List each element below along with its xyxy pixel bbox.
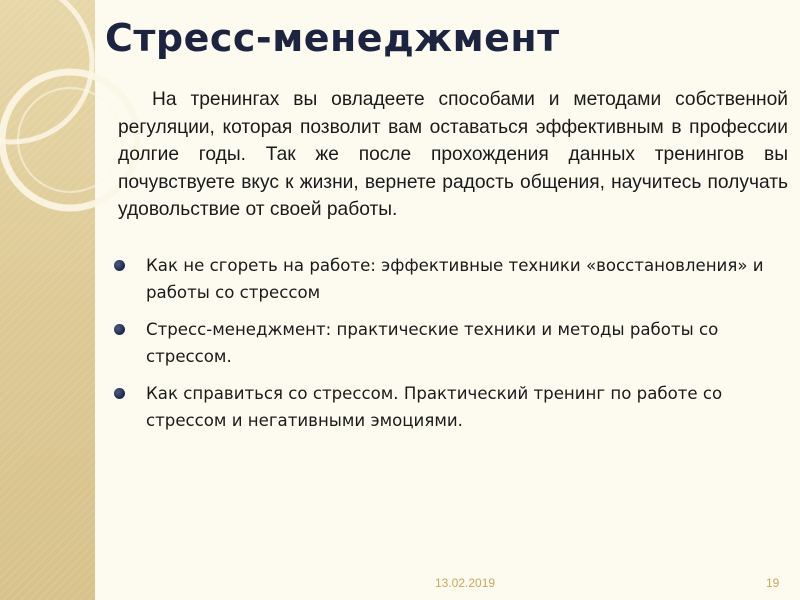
bullet-icon xyxy=(114,388,125,399)
bullet-icon xyxy=(114,260,125,271)
bullet-list xyxy=(108,252,788,444)
bullet-text: Как справиться со стрессом. Практический тренинг по работе со стрессом и негативными эмоциями. xyxy=(146,384,723,430)
list-item xyxy=(108,316,788,370)
list-item xyxy=(108,380,788,434)
footer-date: 13.02.2019 xyxy=(435,576,496,590)
slide-title: Стресс-менеджмент xyxy=(105,16,560,60)
intro-paragraph: На тренингах вы овладеете способами и методами собственной регуляции, которая позволит вам оставаться эффективным в профессии долгие годы. Так же после прохождения данных тренингов вы почувствуете вкус к жизни, вернете радость общения, научитесь получать удовольствие от своей работы. xyxy=(118,89,788,220)
bullet-icon xyxy=(114,324,125,335)
bullet-text: Как не сгореть на работе: эффективные техники «восстановления» и работы со стрессом xyxy=(146,256,764,302)
bullet-text: Стресс-менеджмент: практические техники и методы работы со стрессом. xyxy=(146,320,719,366)
decorative-side-panel xyxy=(0,0,95,600)
list-item xyxy=(108,252,788,306)
footer-page-number: 19 xyxy=(766,576,780,590)
